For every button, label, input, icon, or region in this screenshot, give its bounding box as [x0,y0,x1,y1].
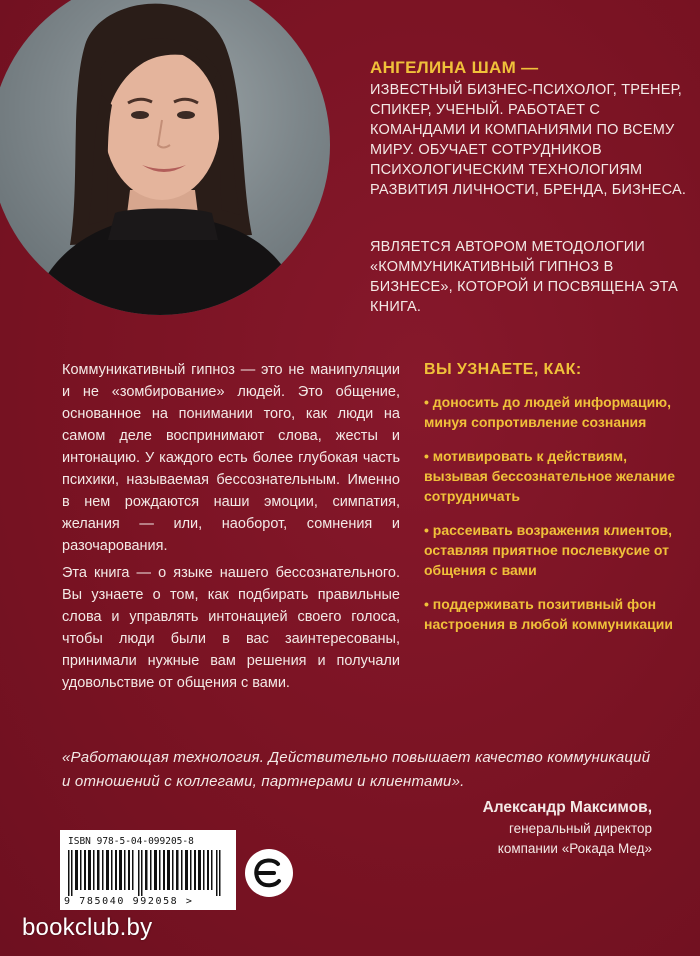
learn-item: • поддерживать позитивный фон настроения в любой коммуникации [424,596,673,632]
author-portrait-illustration [0,0,330,315]
testimonial-author-role: генеральный директор [508,821,652,836]
barcode-digits: 9 785040 992058 > [64,896,194,907]
learn-item: • мотивировать к действиям, вызывая бессознательное желание сотрудничать [424,448,676,504]
bullet-icon: • [424,522,433,538]
learn-title: ВЫ УЗНАЕТЕ, КАК: [424,361,582,378]
testimonial-author-company: компании «Рокада Мед» [497,841,652,856]
description-paragraph-2: Эта книга — о языке нашего бессознательного. Вы узнаете о том, как подбирать правильные слова и управлять интонацией своего голоса, чтобы люди были в вас заинтересованы, принимали нужные вам решения и получали удовольствие от общения с вами. [62,565,400,691]
learn-item: • рассеивать возражения клиентов, оставляя приятное послевкусие от общения с вами [424,522,673,578]
isbn-barcode [60,830,236,910]
bullet-icon: • [424,394,433,410]
author-bio: ИЗВЕСТНЫЙ БИЗНЕС-ПСИХОЛОГ, ТРЕНЕР, СПИКЕР, УЧЕНЫЙ. РАБОТАЕТ С КОМАНДАМИ И КОМПАНИЯМИ ПО ВСЕМУ МИРУ. ОБУЧАЕТ СОТРУДНИКОВ ПСИХОЛОГИЧЕСКИМ ТЕХНОЛОГИЯМ РАЗВИТИЯ ЛИЧНОСТИ, БРЕНДА, БИЗНЕСА. [370,82,687,198]
description-paragraph-1: Коммуникативный гипноз — это не манипуляции и не «зомбирование» людей. Это общение, основанное на понимании того, как люди на самом деле воспринимают слова, жесты и интонацию. У каждого есть более глубокая часть психики, называемая бессознательным. Именно в нем рождаются наши эмоции, симпатия, желания — или, наоборот, сомнения и разочарования. [62,362,400,554]
barcode-icon [66,850,230,896]
author-methodology: ЯВЛЯЕТСЯ АВТОРОМ МЕТОДОЛОГИИ «КОММУНИКАТИВНЫЙ ГИПНОЗ В БИЗНЕСЕ», КОТОРОЙ И ПОСВЯЩЕНА ЭТА КНИГА. [370,239,679,315]
site-watermark: bookclub.by [22,914,153,941]
testimonial-author-name: Александр Максимов, [482,799,652,816]
author-photo [0,0,330,315]
author-name: АНГЕЛИНА ШАМ — [370,58,539,77]
isbn-number: ISBN 978-5-04-099205-8 [68,836,194,847]
learn-list [424,392,694,648]
testimonial-author [483,797,652,859]
learn-item: • доносить до людей информацию, минуя сопротивление сознания [424,394,672,430]
bullet-icon: • [424,596,433,612]
publisher-logo-icon [244,848,294,898]
testimonial-quote: «Работающая технология. Действительно повышает качество коммуникаций и отношений с коллегами, партнерами и клиентами». [62,749,651,790]
bullet-icon: • [424,448,433,464]
